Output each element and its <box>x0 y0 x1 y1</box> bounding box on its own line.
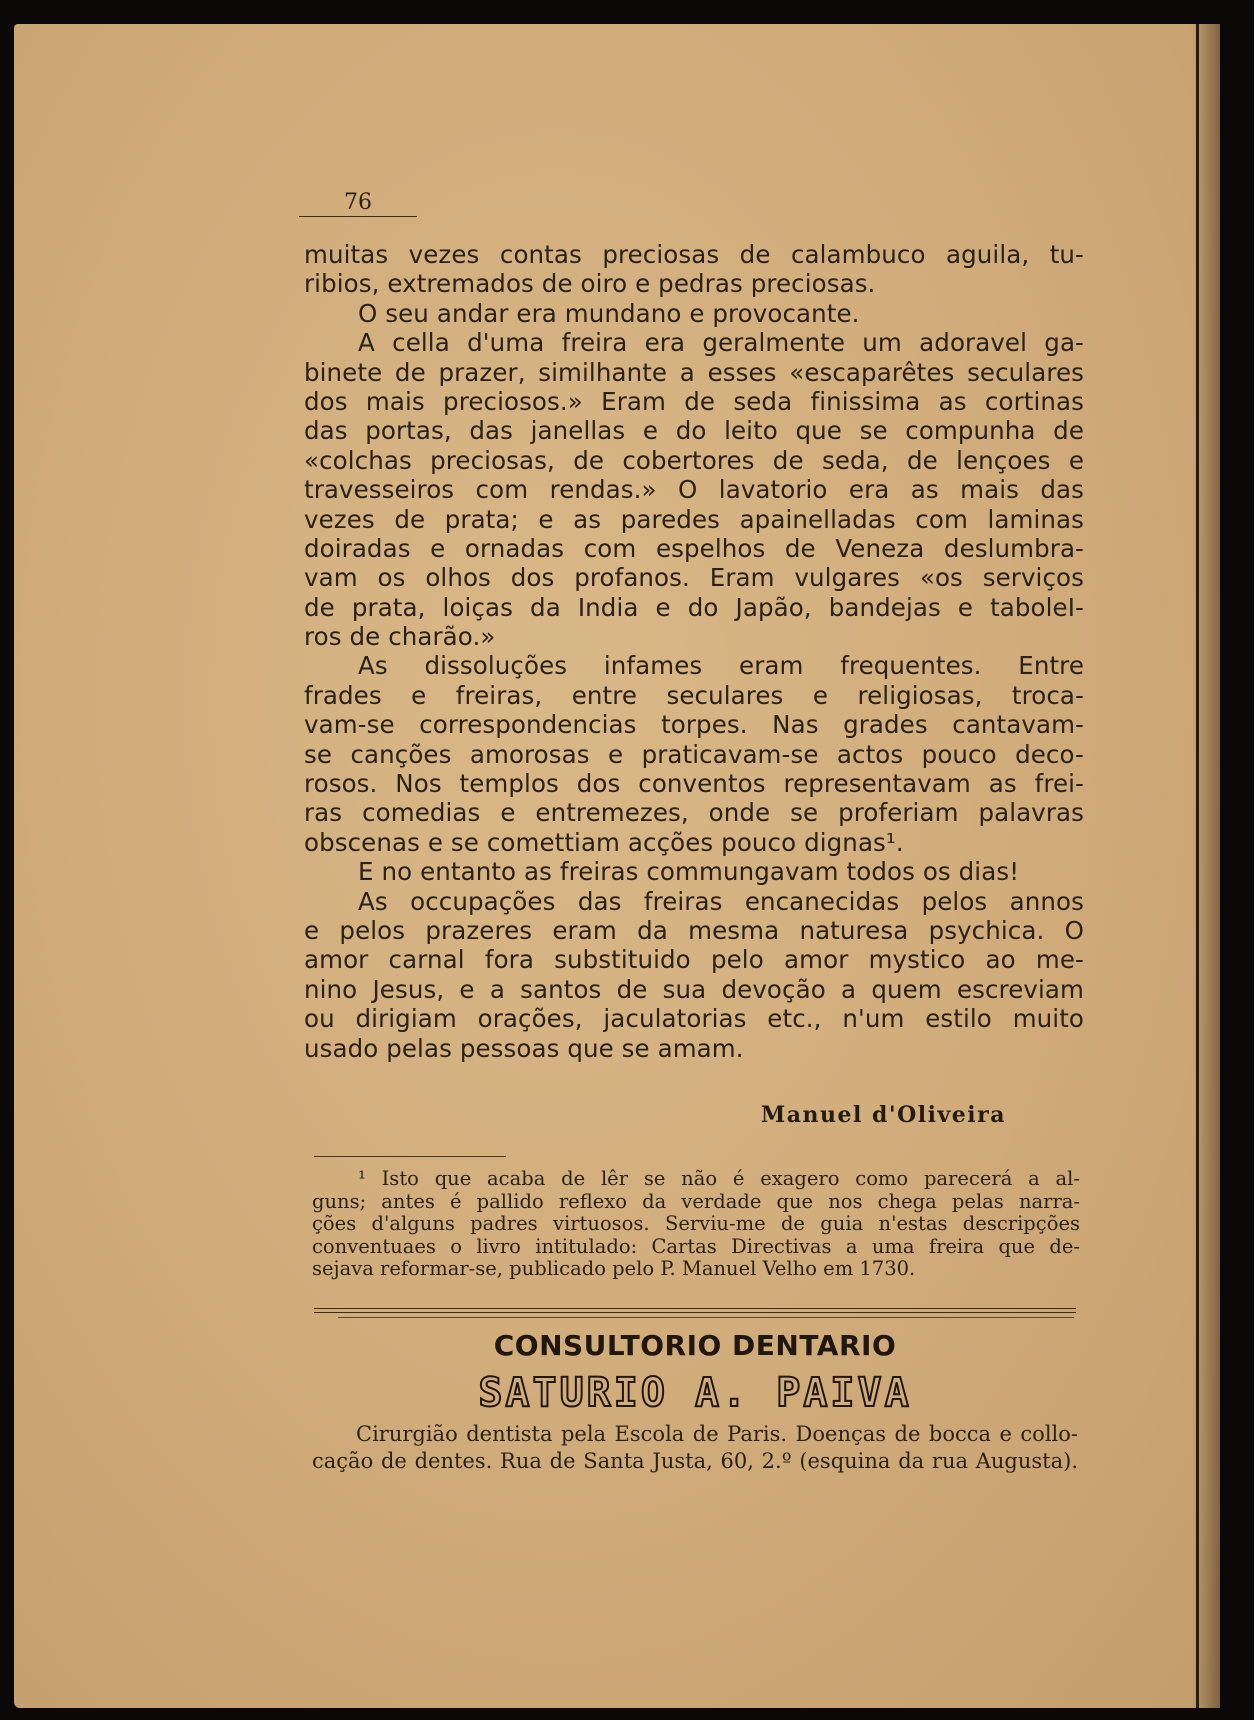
body-line: muitas vezes contas preciosas de calambuco aguila, tu- <box>304 240 1084 269</box>
body-line: O seu andar era mundano e provocante. <box>358 298 860 328</box>
body-line: de prata, loiças da India e do Japão, bandejas e taboleI- <box>304 592 1084 622</box>
page-number: 76 <box>299 190 417 217</box>
footnote-rule <box>314 1156 506 1157</box>
body-line: vam-se correspondencias torpes. Nas grades cantavam- <box>304 710 1084 740</box>
body-line: vezes de prata; e as paredes apainelladas com laminas <box>304 504 1084 534</box>
body-line: ribios, extremados de oiro e pedras preciosas. <box>304 269 876 299</box>
advert-double-rule <box>314 1308 1076 1313</box>
body-line: frades e freiras, entre seculares e religiosas, troca- <box>304 680 1084 710</box>
advert-line: cação de dentes. Rua de Santa Justa, 60, 2.º (esquina da rua Augusta). <box>312 1449 1078 1473</box>
body-line: A cella d'uma freira era geralmente um adoravel ga- <box>358 328 1084 358</box>
body-line: As occupações das freiras encanecidas pelos annos <box>358 886 1084 916</box>
body-line: amor carnal fora substituido pelo amor mystico ao me- <box>304 945 1084 975</box>
body-line: e pelos prazeres eram da mesma naturesa psychica. O <box>304 915 1084 945</box>
body-line: obscenas e se comettiam acções pouco dignas¹. <box>304 827 904 857</box>
body-line: doiradas e ornadas com espelhos de Veneza deslumbra- <box>304 533 1084 563</box>
body-line: vam os olhos dos profanos. Eram vulgares «os serviços <box>304 563 1084 593</box>
body-line: nino Jesus, e a santos de sua devoção a quem escreviam <box>304 974 1084 1004</box>
body-line: ros de charão.» <box>304 622 496 652</box>
footnote <box>312 1168 1080 1281</box>
body-line: ras comedias e entremezes, onde se proferiam palavras <box>304 798 1084 828</box>
body-line: «colchas preciosas, de cobertores de seda, de lençoes e <box>304 445 1084 475</box>
body-line: E no entanto as freiras commungavam todos os dias! <box>358 857 1020 887</box>
scanned-page <box>14 24 1220 1708</box>
advert-text <box>312 1421 1078 1475</box>
footnote-line: sejava reformar-se, publicado pelo P. Manuel Velho em 1730. <box>312 1257 916 1280</box>
page-fold-line <box>1196 24 1199 1708</box>
advert-thin-rule <box>338 1317 1074 1318</box>
footnote-line: ções d'alguns padres virtuosos. Serviu-me de guia n'estas descripções <box>312 1212 1080 1235</box>
footnote-line: ¹ Isto que acaba de lêr se não é exagero como parecerá a al- <box>358 1167 1080 1190</box>
body-line: ou dirigiam orações, jaculatorias etc., n'um estilo muito <box>304 1004 1084 1034</box>
body-line: As dissoluções infames eram frequentes. Entre <box>358 651 1084 681</box>
body-line: se canções amorosas e praticavam-se actos pouco deco- <box>304 739 1084 769</box>
body-line: das portas, das janellas e do leito que se compunha de <box>304 416 1084 446</box>
body-line: travesseiros com rendas.» O lavatorio era as mais das <box>304 475 1084 505</box>
advert-heading: CONSULTORIO DENTARIO <box>493 1329 897 1362</box>
footnote-line: guns; antes é pallido reflexo da verdade que nos chega pelas narra- <box>312 1189 1080 1213</box>
body-line: dos mais preciosos.» Eram de seda finissima as cortinas <box>304 386 1084 416</box>
body-text <box>304 240 1084 1063</box>
body-line: binete de prazer, similhante a esses «escaparêtes seculares <box>304 357 1084 387</box>
advert-dentist-name: SATURIO A. PAIVA <box>478 1370 912 1416</box>
footnote-line: conventuaes o livro intitulado: Cartas Directivas a uma freira que de- <box>312 1234 1080 1258</box>
advert-line: Cirurgião dentista pela Escola de Paris. Doenças de bocca e collo- <box>356 1422 1078 1446</box>
body-line: usado pelas pessoas que se amam. <box>304 1033 744 1063</box>
body-line: rosos. Nos templos dos conventos representavam as frei- <box>304 769 1084 799</box>
author-signature: Manuel d'Oliveira <box>760 1102 1006 1128</box>
